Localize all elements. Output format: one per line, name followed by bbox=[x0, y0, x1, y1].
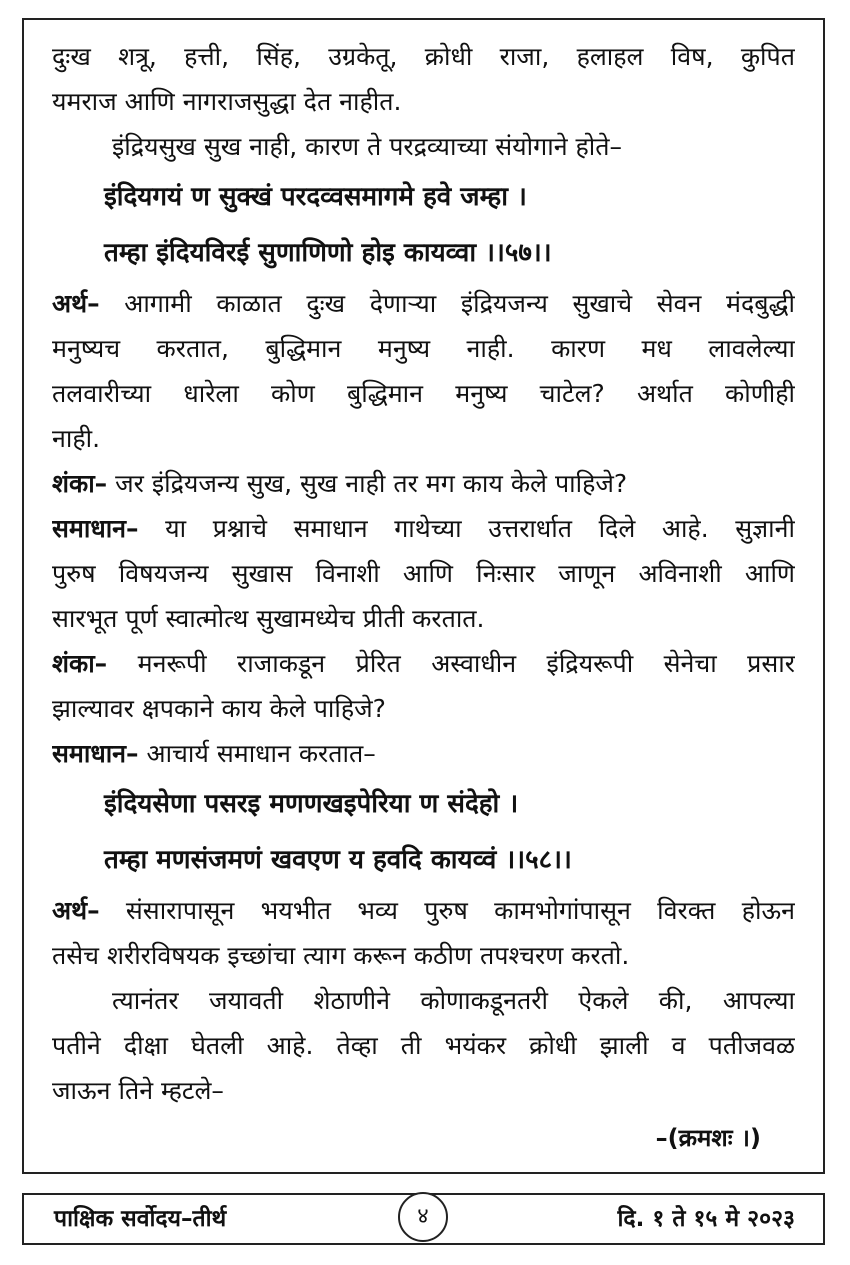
text-line: मनुष्यच करतात, बुद्धिमान मनुष्य नाही. कारण मध लावलेल्या bbox=[52, 334, 795, 363]
verse-58-line-1: इंदियसेणा पसरइ मणणखइपेरिया ण संदेहो । bbox=[104, 789, 519, 819]
artha-text: आगामी काळात दुःख देणाऱ्या इंद्रियजन्य सुखाचे सेवन मंदबुद्धी bbox=[99, 289, 795, 318]
narrative-line: पतीने दीक्षा घेतली आहे. तेव्हा ती भयंकर क्रोधी झाली व पतीजवळ bbox=[52, 1031, 795, 1060]
samadhan-paragraph-line bbox=[52, 506, 795, 551]
artha-text: संसारापासून भयभीत भव्य पुरुष कामभोगांपासून विरक्त होऊन bbox=[99, 896, 795, 925]
text-line: सारभूत पूर्ण स्वात्मोत्थ सुखामध्येच प्रीती करतात. bbox=[52, 604, 485, 633]
samadhan-paragraph-line bbox=[52, 731, 795, 776]
samadhan-text: आचार्य समाधान करतात– bbox=[138, 739, 376, 768]
artha-paragraph-line bbox=[52, 888, 795, 933]
samadhan-label: समाधान– bbox=[52, 514, 139, 543]
narrative-line: त्यानंतर जयावती शेठाणीने कोणाकडूनतरी ऐकले की, आपल्या bbox=[112, 986, 795, 1015]
text-line: तलवारीच्या धारेला कोण बुद्धिमान मनुष्य चाटेल? अर्थात कोणीही bbox=[52, 379, 795, 408]
artha-label: अर्थ– bbox=[52, 896, 100, 925]
artha-paragraph-line bbox=[52, 281, 795, 326]
text-line: दुःख शत्रू, हत्ती, सिंह, उग्रकेतू, क्रोधी राजा, हलाहल विष, कुपित bbox=[52, 42, 795, 71]
text-line: यमराज आणि नागराजसुद्धा देत नाहीत. bbox=[52, 87, 402, 116]
shanka-label: शंका– bbox=[52, 469, 108, 498]
page-footer bbox=[22, 1193, 825, 1245]
verse-57-line-2: तम्हा इंदियविरई सुणाणिणो होइ कायव्वा ।।५७।। bbox=[104, 238, 552, 268]
shanka-text: मनरूपी राजाकडून प्रेरित अस्वाधीन इंद्रियरूपी सेनेचा प्रसार bbox=[107, 649, 795, 678]
shanka-label: शंका– bbox=[52, 649, 108, 678]
continued-note: –(क्रमशः ।) bbox=[655, 1124, 761, 1152]
shanka-paragraph-line bbox=[52, 641, 795, 686]
page-content-frame bbox=[22, 18, 825, 1174]
publication-name: पाक्षिक सर्वोदय–तीर्थ bbox=[54, 1206, 227, 1232]
text-line: नाही. bbox=[52, 424, 101, 453]
narrative-line: जाऊन तिने म्हटले– bbox=[52, 1076, 224, 1105]
issue-date: दि. १ ते १५ मे २०२३ bbox=[617, 1206, 795, 1232]
text-line: तसेच शरीरविषयक इच्छांचा त्याग करून कठीण तपश्चरण करतो. bbox=[52, 941, 630, 970]
page-number: ४ bbox=[398, 1192, 448, 1242]
text-line: पुरुष विषयजन्य सुखास विनाशी आणि निःसार जाणून अविनाशी आणि bbox=[52, 559, 795, 588]
text-line: इंद्रियसुख सुख नाही, कारण ते परद्रव्याच्या संयोगाने होते– bbox=[112, 132, 623, 161]
verse-57-line-1: इंदियगयं ण सुक्खं परदव्वसमागमे हवे जम्हा । bbox=[104, 182, 527, 212]
artha-label: अर्थ– bbox=[52, 289, 100, 318]
samadhan-label: समाधान– bbox=[52, 739, 139, 768]
shanka-paragraph-line bbox=[52, 461, 795, 506]
verse-58-line-2: तम्हा मणसंजमणं खवएण य हवदि कायव्वं ।।५८।। bbox=[104, 845, 572, 875]
samadhan-text: या प्रश्नाचे समाधान गाथेच्या उत्तरार्धात दिले आहे. सुज्ञानी bbox=[138, 514, 795, 543]
text-line: झाल्यावर क्षपकाने काय केले पाहिजे? bbox=[52, 694, 386, 723]
shanka-text: जर इंद्रियजन्य सुख, सुख नाही तर मग काय केले पाहिजे? bbox=[107, 469, 628, 498]
